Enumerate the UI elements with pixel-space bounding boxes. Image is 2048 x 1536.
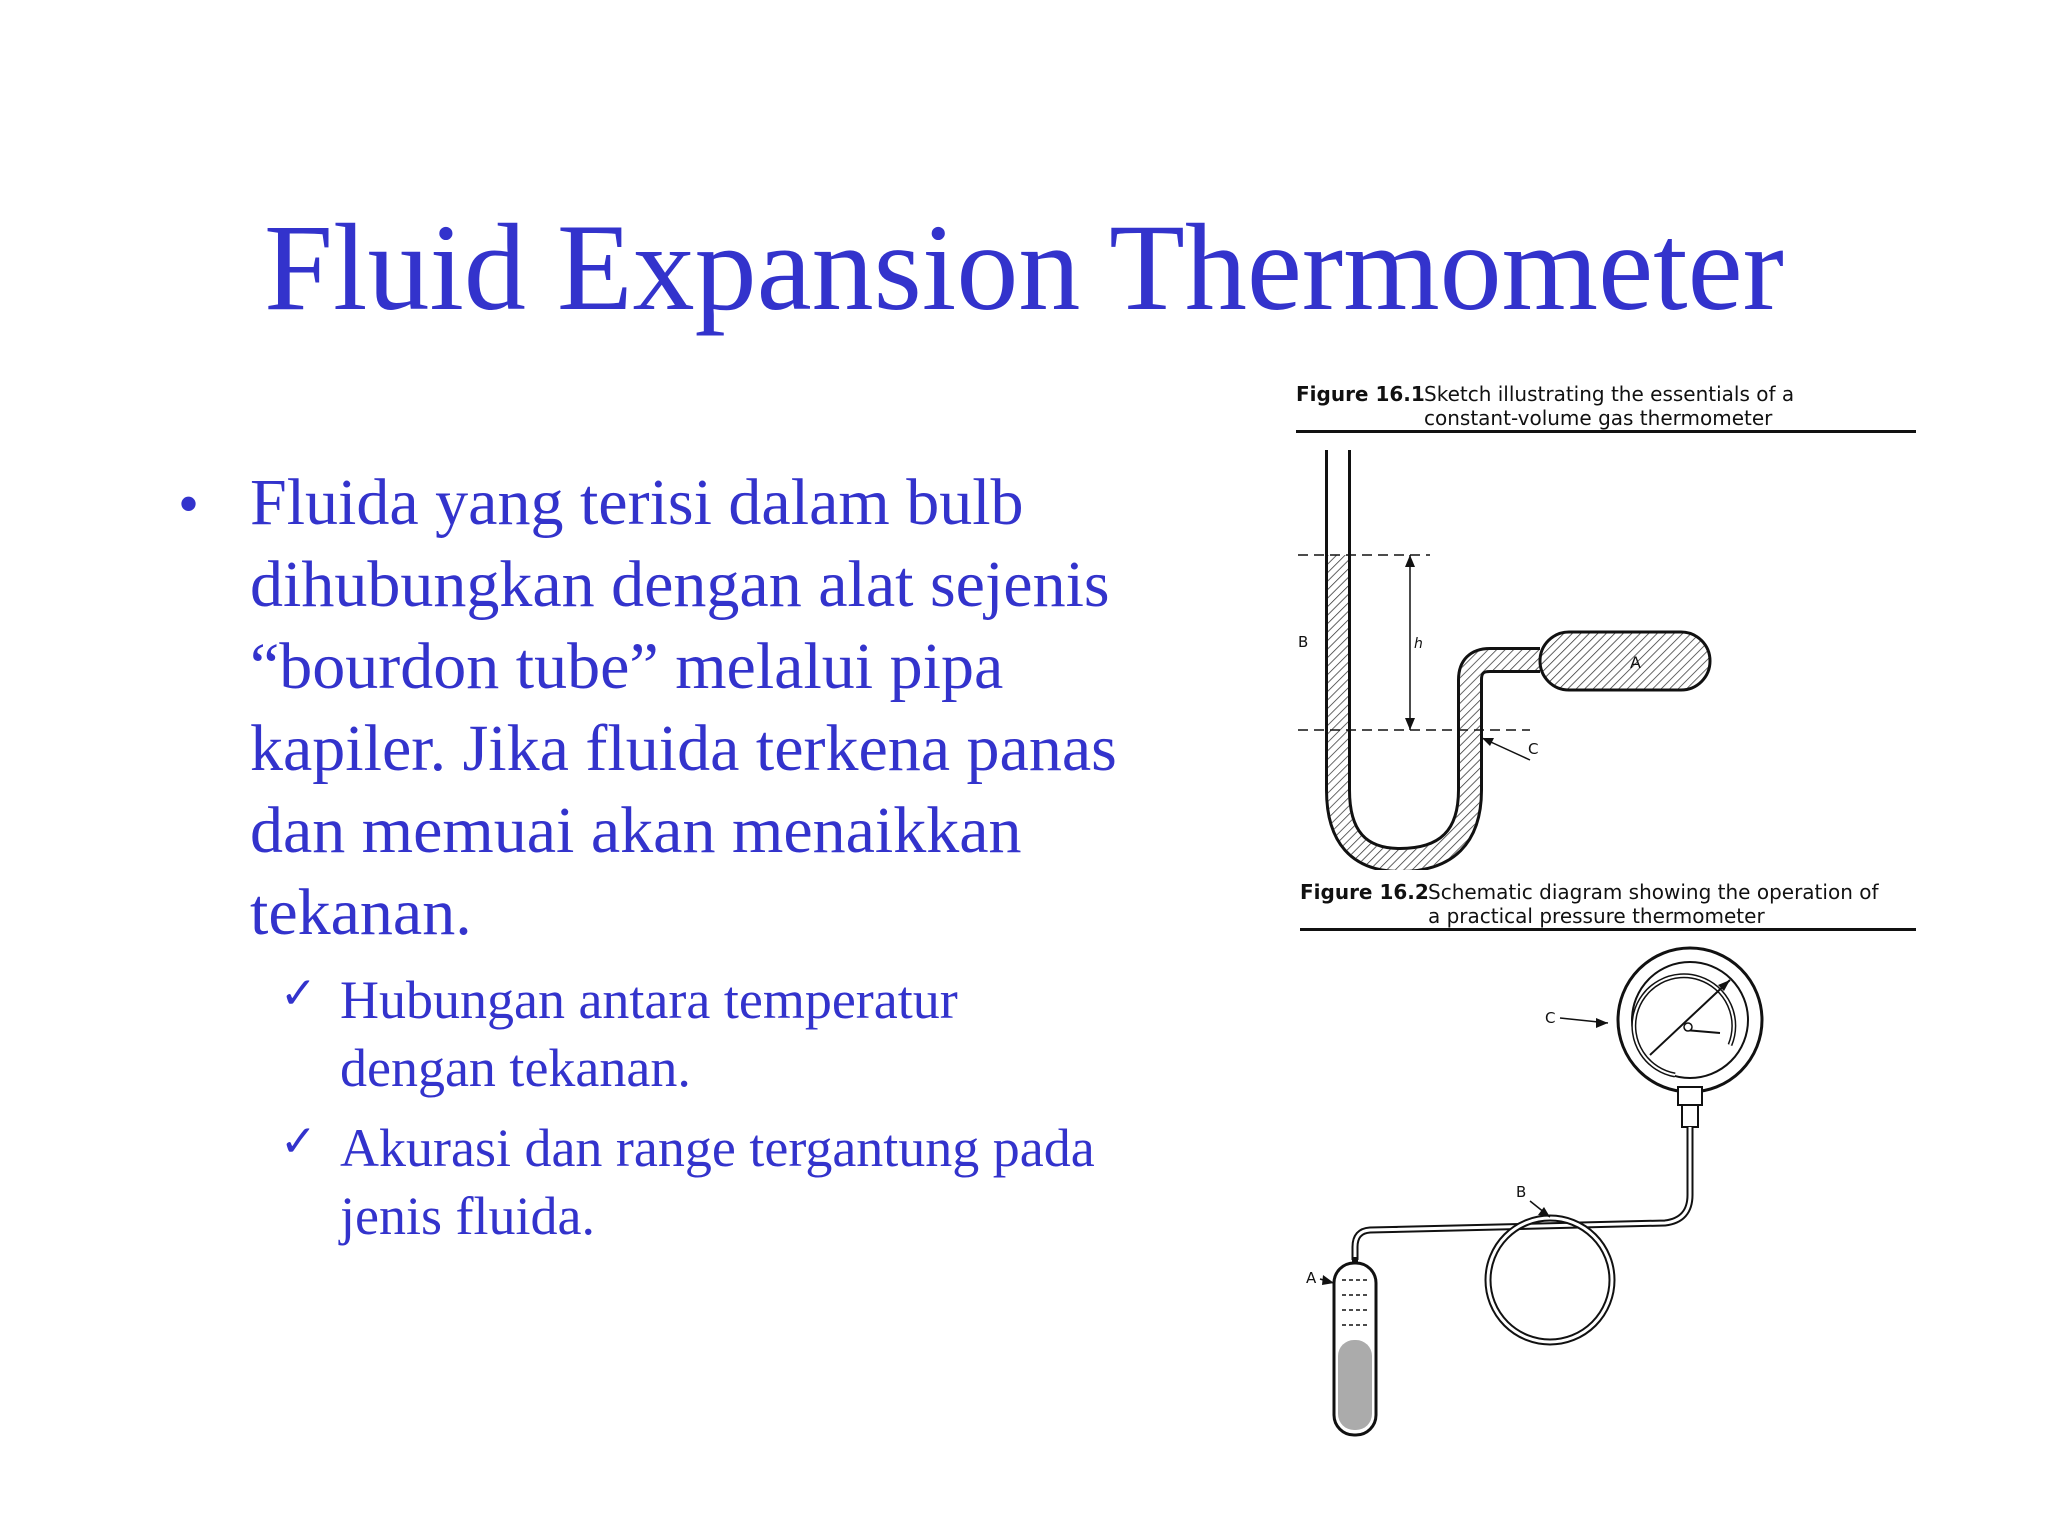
figure-1-caption [1296,382,1916,430]
figure-1-caption-line: Sketch illustrating the essentials of a [1424,382,1795,406]
main-bullet-text [250,462,1200,954]
label-c: C [1545,1009,1556,1027]
subpoint-1 [340,966,1200,1102]
subpoint-line: Akurasi dan range tergantung pada [340,1118,1095,1178]
bullet-marker: • [178,471,200,537]
bullet-line: “bourdon tube” melalui pipa [250,630,1004,703]
subpoint-2 [340,1114,1200,1250]
figure-2-rule [1300,928,1916,931]
label-b: B [1298,633,1309,651]
subpoint-line: Hubungan antara temperatur [340,970,958,1030]
figure-2-caption [1300,880,1920,928]
label-b: B [1516,1183,1527,1201]
gauge-pointer [1650,980,1730,1055]
figure-1-caption-line: constant-volume gas thermometer [1424,406,1773,430]
label-a: A [1630,653,1641,672]
bullet-line: dihubungkan dengan alat sejenis [250,548,1110,621]
slide-title: Fluid Expansion Thermometer [264,199,1784,336]
figure-2-caption-line: a practical pressure thermometer [1428,904,1765,928]
bulb-liquid [1338,1340,1372,1430]
bullet-line: kapiler. Jika fluida terkena panas [250,712,1117,785]
pressure-thermometer-diagram [1290,935,1790,1445]
figure-2-label: Figure 16.2 [1300,880,1429,904]
figure-1-label: Figure 16.1 [1296,382,1425,406]
figure-2-caption-line: Schematic diagram showing the operation of [1428,880,1879,904]
gas-thermometer-diagram [1290,440,1750,870]
liquid-column [1338,555,1470,860]
subpoint-line: jenis fluida. [340,1186,595,1246]
gauge-outer [1618,948,1762,1092]
label-h: h [1414,636,1423,652]
gas-bulb [1540,632,1710,690]
bullet-line: tekanan. [250,876,472,949]
checkmark-icon: ✓ [280,1116,317,1167]
checkmark-icon: ✓ [280,968,317,1019]
label-a: A [1306,1269,1317,1287]
bullet-line: dan memuai akan menaikkan [250,794,1022,867]
subpoint-line: dengan tekanan. [340,1038,691,1098]
label-c: C [1528,740,1539,758]
bullet-line: Fluida yang terisi dalam bulb [250,466,1024,539]
figure-1-rule [1296,430,1916,433]
